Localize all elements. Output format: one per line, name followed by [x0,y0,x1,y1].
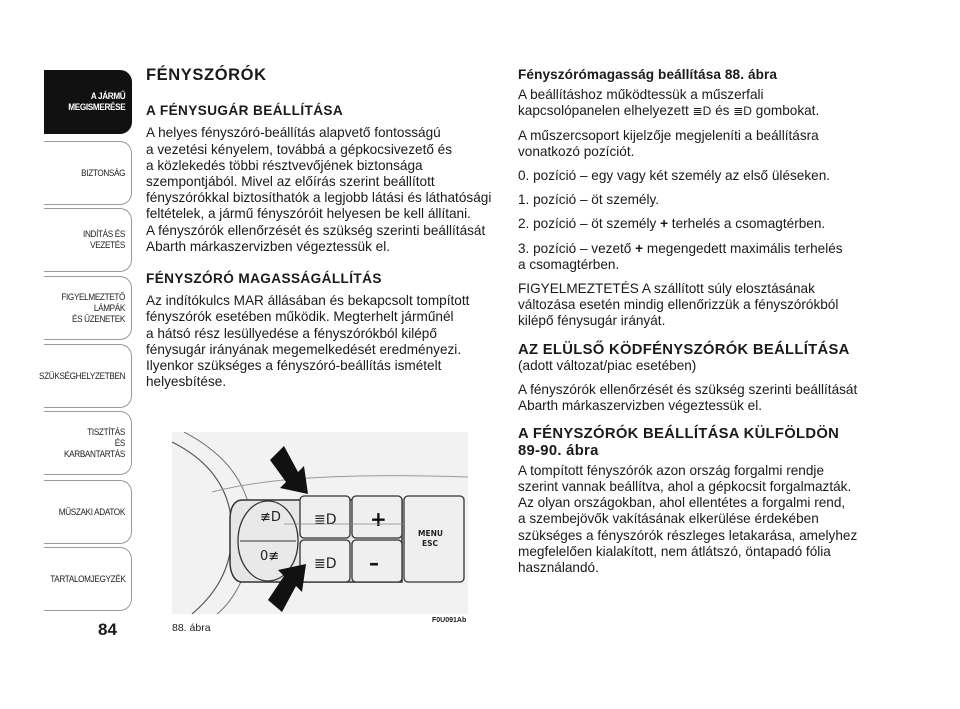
plus-label: + [370,507,387,531]
tab-label: MŰSZAKI ADATOK [58,506,125,518]
section-subheading: (adott változat/piac esetében) [518,357,697,373]
right-column [518,67,878,586]
svg-text:≢D: ≢D [260,510,281,525]
tab-index[interactable] [44,547,132,611]
section-heading: A FÉNYSUGÁR BEÁLLÍTÁSA [146,103,344,119]
tab-label: BIZTONSÁG [81,167,125,179]
tab-label: INDÍTÁS ÉS VEZETÉS [83,229,125,251]
headlight-level-icon: ≣D [733,104,752,119]
tab-label: TISZTÍTÁS ÉS KARBANTARTÁS [64,426,125,460]
list-item: 1. pozíció – öt személy. [518,192,660,208]
plus-sign: + [635,240,644,256]
plus-sign: + [660,216,669,232]
paragraph [518,87,878,119]
tab-emergency[interactable] [38,344,132,408]
warning-paragraph: FIGYELMEZTETÉS A szállított súly elosztásának változása esetén mindig ellenőrizzük a fényszórókból kilépő fénysugár irányát. [518,281,839,329]
section-heading: AZ ELÜLSŐ KÖDFÉNYSZÓRÓK BEÁLLÍTÁSA [518,341,850,358]
tab-warning-lights[interactable] [44,276,132,340]
svg-text:≣D: ≣D [314,512,337,528]
tab-label: A JÁRMŰ MEGISMERÉSE [67,91,125,113]
paragraph-text: gombokat. [755,103,820,119]
page-number: 84 [98,620,117,639]
paragraph: A fényszórók ellenőrzését és szükség szerinti beállítását Abarth márkaszervizben végeztessük el. [518,382,858,414]
paragraph: A műszercsoport kijelzője megjeleníti a beállításra vonatkozó pozíciót. [518,127,819,159]
tab-label: FIGYELMEZTETŐ LÁMPÁK ÉS ÜZENETEK [61,291,125,325]
paragraph: A helyes fényszóró-beállítás alapvető fontosságú a vezetési kényelem, továbbá a gépkocsivezető és a közlekedés többi résztvevőjének biztonsága szempontjából. Mivel az előírás szerint beállított fényszórókkal biztosíthatók a legjobb látási és láthatósági feltételek, a jármű fényszóróit helyesen be kell állítani. A fényszórók ellenőrzését és szükség szerinti beállítását Abarth márkaszervizben végeztessük el. [146,125,492,254]
tab-safety[interactable] [44,141,132,205]
left-column [146,67,498,400]
tab-maintenance[interactable] [44,411,132,475]
tab-label: TARTALOMJEGYZÉK [49,573,125,585]
paragraph: A tompított fényszórók azon ország forgalmi rendje szerint vannak beállítva, ahol a gépkocsit forgalmazták. Az olyan országokban, ahol ellentétes a forgalmi rend, a szembejövők vakításának elkerülése érdekében szükséges a fényszórók részleges letakarása, amelyhez megfelelően kialakított, nem átlátszó, öntapadó fólia használandó. [518,462,858,576]
list-item-text: megengedett maximális terhelés a csomagtérben. [518,240,843,272]
headlight-level-icon: ≣D [692,104,712,119]
tab-vehicle-overview[interactable] [44,70,132,134]
list-item [518,216,878,232]
section-heading: Fényszórómagasság beállítása 88. ábra [518,67,778,82]
list-item-text: 3. pozíció – vezető [518,240,632,256]
minus-label: – [369,551,379,575]
svg-text:≣D: ≣D [314,556,337,572]
list-item [518,241,878,273]
figure-caption: 88. ábra [172,622,211,634]
section-heading: FÉNYSZÓRÓ MAGASSÁGÁLLÍTÁS [146,271,382,287]
paragraph: Az indítókulcs MAR állásában és bekapcsolt tompított fényszórók esetében működik. Megterhelt járműnél a hátsó rész lesüllyedése a fényszórókból kilépő fénysugár irányának megemelkedését eredményezi. Ilyenkor szükséges a fényszóró-beállítás ismételt helyesbítése. [146,293,470,390]
list-item: 0. pozíció – egy vagy két személy az első üléseken. [518,168,831,184]
tab-label: SZÜKSÉGHELYZETBEN [38,370,125,382]
svg-text:0≢: 0≢ [260,549,280,564]
headlight-switch-figure [172,432,468,614]
menu-label: MENU [418,529,443,538]
paragraph-text: A beállításhoz működtessük a műszerfali kapcsolópanelen elhelyezett [518,87,764,119]
list-item-text: terhelés a csomagtérben. [671,216,826,232]
page-title: FÉNYSZÓRÓK [146,66,267,84]
connector-text: és [715,103,730,119]
esc-label: ESC [422,539,439,548]
switch-panel-illustration [172,432,468,614]
list-item-text: 2. pozíció – öt személy [518,216,657,232]
section-heading: A FÉNYSZÓRÓK BEÁLLÍTÁSA KÜLFÖLDÖN 89-90. ábra [518,426,840,459]
tab-starting-driving[interactable] [44,208,132,272]
tab-technical-data[interactable] [44,480,132,544]
figure-code: F0U091Ab [432,617,467,624]
